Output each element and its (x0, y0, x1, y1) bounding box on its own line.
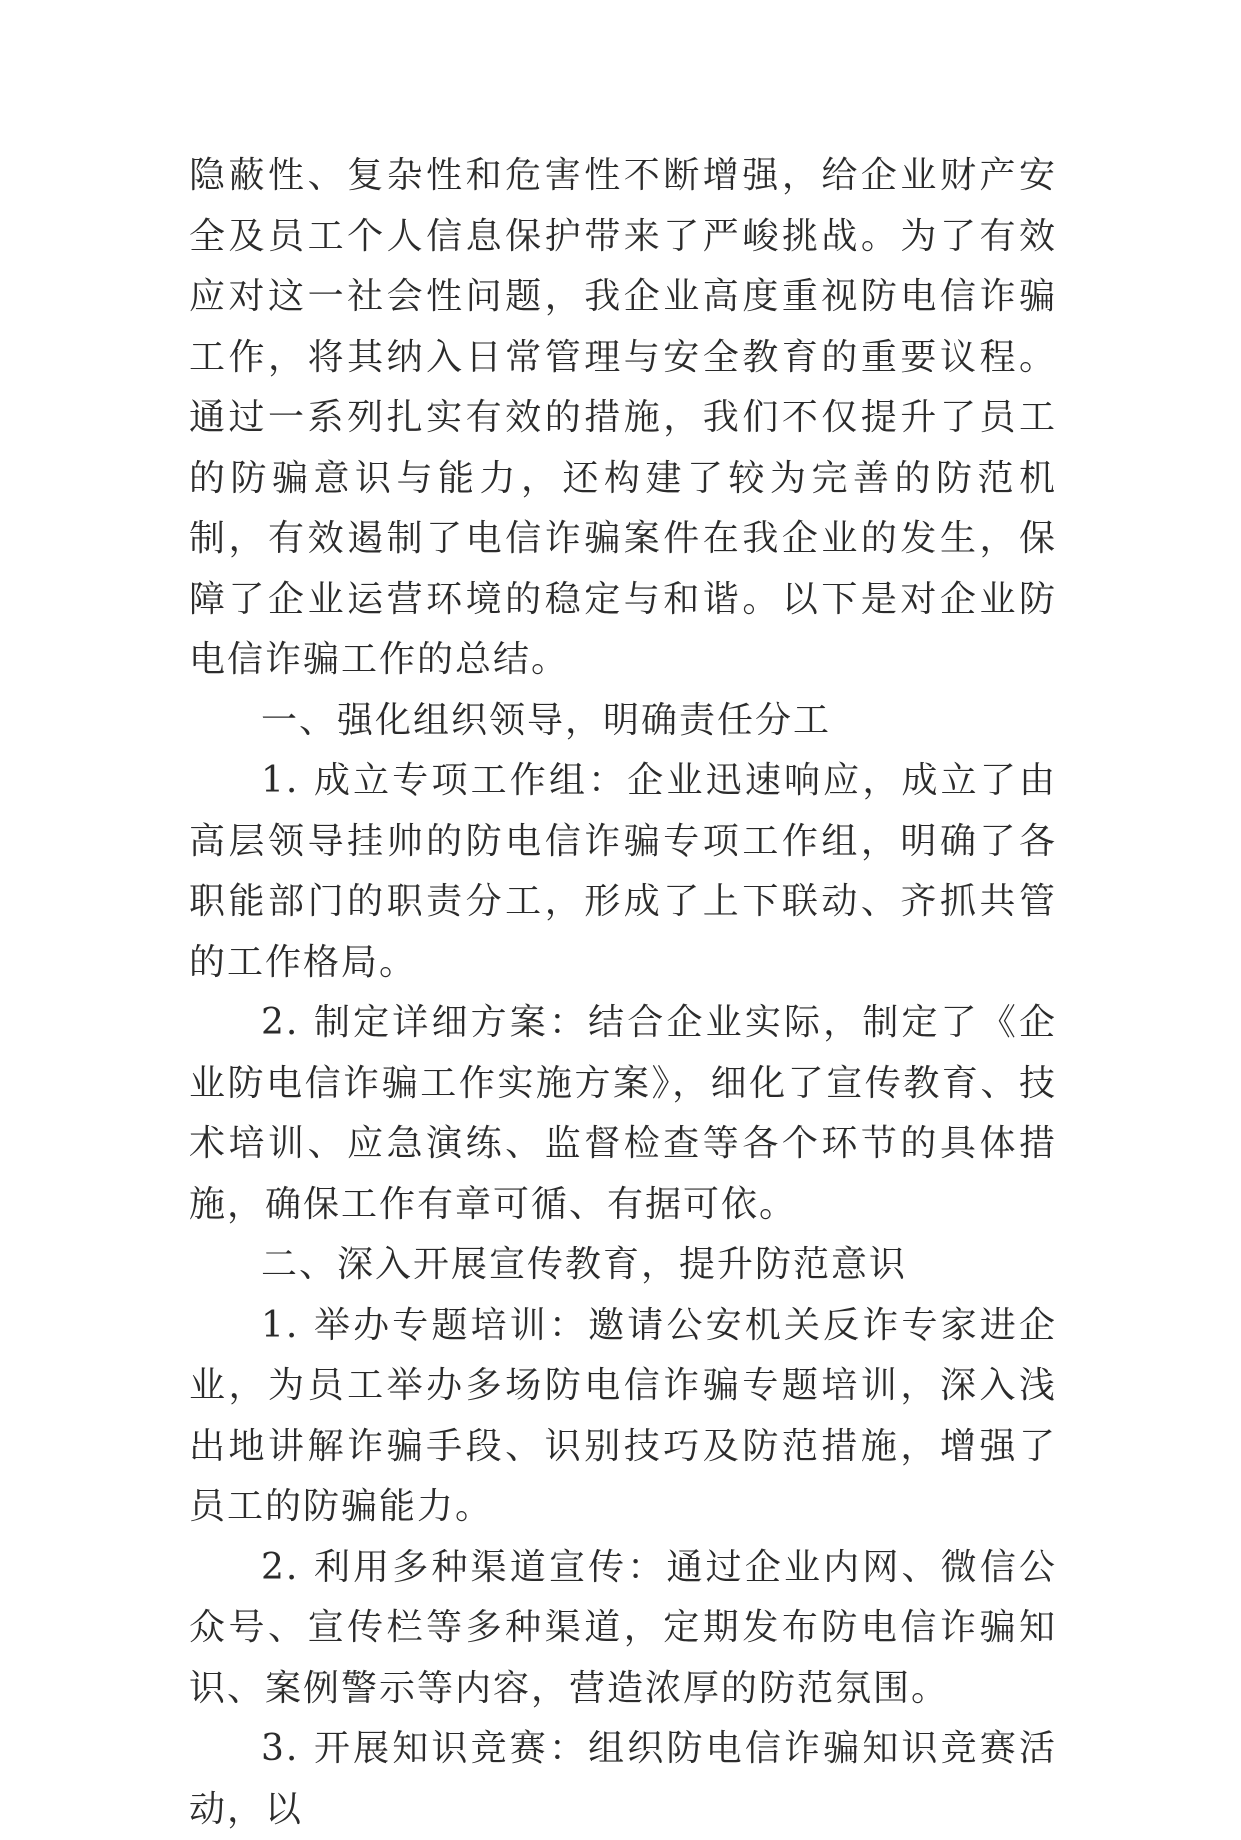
section-2-item-2: 2. 利用多种渠道宣传：通过企业内网、微信公众号、宣传栏等多种渠道，定期发布防电信诈骗知识、案例警示等内容，营造浓厚的防范氛围。 (189, 1546, 1057, 1709)
section-heading-2: 二、深入开展宣传教育，提升防范意识 (261, 1244, 908, 1285)
intro-paragraph: 隐蔽性、复杂性和危害性不断增强，给企业财产安全及员工个人信息保护带来了严峻挑战。为了有效应对这一社会性问题，我企业高度重视防电信诈骗工作，将其纳入日常管理与安全教育的重要议程。通过一系列扎实有效的措施，我们不仅提升了员工的防骗意识与能力，还构建了较为完善的防范机制，有效遏制了电信诈骗案件在我企业的发生，保障了企业运营环境的稳定与和谐。以下是对企业防电信诈骗工作的总结。 (189, 155, 1057, 680)
section-1-item-1: 1. 成立专项工作组：企业迅速响应，成立了由高层领导挂帅的防电信诈骗专项工作组，明确了各职能部门的职责分工，形成了上下联动、齐抓共管的工作格局。 (189, 760, 1057, 983)
section-2-item-3: 3. 开展知识竞赛：组织防电信诈骗知识竞赛活动，以 (189, 1728, 1057, 1830)
document-body (189, 146, 1057, 1840)
section-2-item-1: 1. 举办专题培训：邀请公安机关反诈专家进企业，为员工举办多场防电信诈骗专题培训，深入浅出地讲解诈骗手段、识别技巧及防范措施，增强了员工的防骗能力。 (189, 1304, 1057, 1527)
section-1-item-2: 2. 制定详细方案：结合企业实际，制定了《企业防电信诈骗工作实施方案》，细化了宣传教育、技术培训、应急演练、监督检查等各个环节的具体措施，确保工作有章可循、有据可依。 (189, 1002, 1057, 1225)
section-heading-1: 一、强化组织领导，明确责任分工 (261, 699, 832, 741)
